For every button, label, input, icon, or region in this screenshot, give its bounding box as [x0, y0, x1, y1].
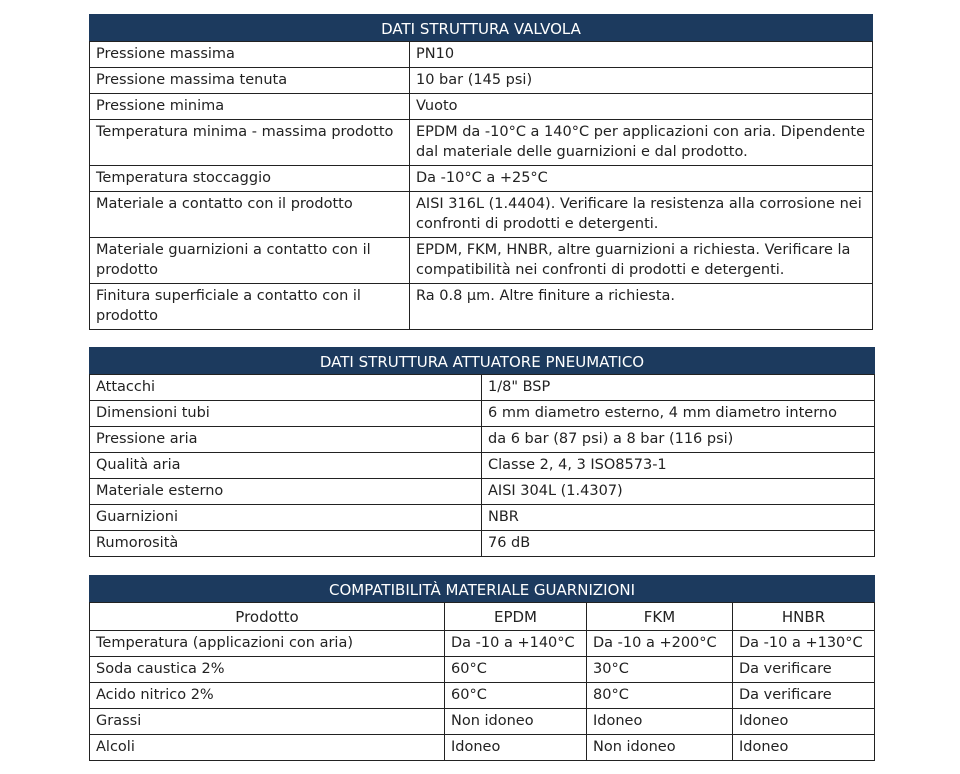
table-row: [90, 401, 875, 427]
epdm-cell: Da -10 a +140°C: [445, 631, 587, 657]
fkm-cell: 30°C: [587, 657, 733, 683]
product-cell: Grassi: [90, 709, 445, 735]
row-value: NBR: [482, 505, 875, 531]
row-value: PN10: [410, 42, 873, 68]
table-row: [90, 453, 875, 479]
actuator-table-title: DATI STRUTTURA ATTUATORE PNEUMATICO: [90, 348, 875, 375]
row-value: 6 mm diametro esterno, 4 mm diametro interno: [482, 401, 875, 427]
table-row: [90, 166, 873, 192]
row-value: EPDM, FKM, HNBR, altre guarnizioni a richiesta. Verificare la compatibilità nei confronti di prodotti e detergenti.: [410, 238, 873, 284]
table-row: [90, 94, 873, 120]
row-label: Materiale a contatto con il prodotto: [90, 192, 410, 238]
table-row: [90, 42, 873, 68]
hnbr-cell: Idoneo: [733, 709, 875, 735]
hnbr-cell: Da -10 a +130°C: [733, 631, 875, 657]
row-value: da 6 bar (87 psi) a 8 bar (116 psi): [482, 427, 875, 453]
row-value: 1/8" BSP: [482, 375, 875, 401]
product-cell: Temperatura (applicazioni con aria): [90, 631, 445, 657]
row-label: Guarnizioni: [90, 505, 482, 531]
row-label: Qualità aria: [90, 453, 482, 479]
fkm-cell: Non idoneo: [587, 735, 733, 761]
table-row: [90, 479, 875, 505]
row-label: Rumorosità: [90, 531, 482, 557]
table-row: [90, 735, 875, 761]
valve-data-table: [89, 14, 873, 330]
product-cell: Acido nitrico 2%: [90, 683, 445, 709]
fkm-cell: Da -10 a +200°C: [587, 631, 733, 657]
hnbr-cell: Idoneo: [733, 735, 875, 761]
epdm-cell: 60°C: [445, 657, 587, 683]
hnbr-cell: Da verificare: [733, 657, 875, 683]
table-row: [90, 238, 873, 284]
row-value: Vuoto: [410, 94, 873, 120]
epdm-cell: Non idoneo: [445, 709, 587, 735]
table-row: [90, 284, 873, 330]
hnbr-cell: Da verificare: [733, 683, 875, 709]
compat-table-title: COMPATIBILITÀ MATERIALE GUARNIZIONI: [90, 576, 875, 603]
row-label: Temperatura stoccaggio: [90, 166, 410, 192]
row-value: Ra 0.8 µm. Altre finiture a richiesta.: [410, 284, 873, 330]
column-header-row: [90, 603, 875, 631]
table-row: [90, 657, 875, 683]
valve-table-title: DATI STRUTTURA VALVOLA: [90, 15, 873, 42]
row-label: Dimensioni tubi: [90, 401, 482, 427]
row-value: 10 bar (145 psi): [410, 68, 873, 94]
product-cell: Soda caustica 2%: [90, 657, 445, 683]
actuator-data-table: [89, 347, 875, 557]
column-header-hnbr: HNBR: [733, 603, 875, 631]
row-value: Da -10°C a +25°C: [410, 166, 873, 192]
column-header-fkm: FKM: [587, 603, 733, 631]
column-header-epdm: EPDM: [445, 603, 587, 631]
row-value: EPDM da -10°C a 140°C per applicazioni con aria. Dipendente dal materiale delle guarnizioni e dal prodotto.: [410, 120, 873, 166]
column-header-product: Prodotto: [90, 603, 445, 631]
epdm-cell: Idoneo: [445, 735, 587, 761]
fkm-cell: Idoneo: [587, 709, 733, 735]
table-row: [90, 531, 875, 557]
table-row: [90, 709, 875, 735]
row-label: Materiale guarnizioni a contatto con il prodotto: [90, 238, 410, 284]
gasket-compatibility-table: [89, 575, 875, 761]
row-value: AISI 316L (1.4404). Verificare la resistenza alla corrosione nei confronti di prodotti e detergenti.: [410, 192, 873, 238]
row-label: Pressione aria: [90, 427, 482, 453]
row-label: Finitura superficiale a contatto con il prodotto: [90, 284, 410, 330]
row-label: Pressione minima: [90, 94, 410, 120]
row-value: 76 dB: [482, 531, 875, 557]
table-row: [90, 427, 875, 453]
table-row: [90, 68, 873, 94]
fkm-cell: 80°C: [587, 683, 733, 709]
product-cell: Alcoli: [90, 735, 445, 761]
table-row: [90, 505, 875, 531]
row-label: Temperatura minima - massima prodotto: [90, 120, 410, 166]
row-value: AISI 304L (1.4307): [482, 479, 875, 505]
row-label: Materiale esterno: [90, 479, 482, 505]
table-row: [90, 120, 873, 166]
row-label: Attacchi: [90, 375, 482, 401]
epdm-cell: 60°C: [445, 683, 587, 709]
table-row: [90, 631, 875, 657]
row-value: Classe 2, 4, 3 ISO8573-1: [482, 453, 875, 479]
row-label: Pressione massima: [90, 42, 410, 68]
table-row: [90, 683, 875, 709]
row-label: Pressione massima tenuta: [90, 68, 410, 94]
table-row: [90, 192, 873, 238]
table-row: [90, 375, 875, 401]
